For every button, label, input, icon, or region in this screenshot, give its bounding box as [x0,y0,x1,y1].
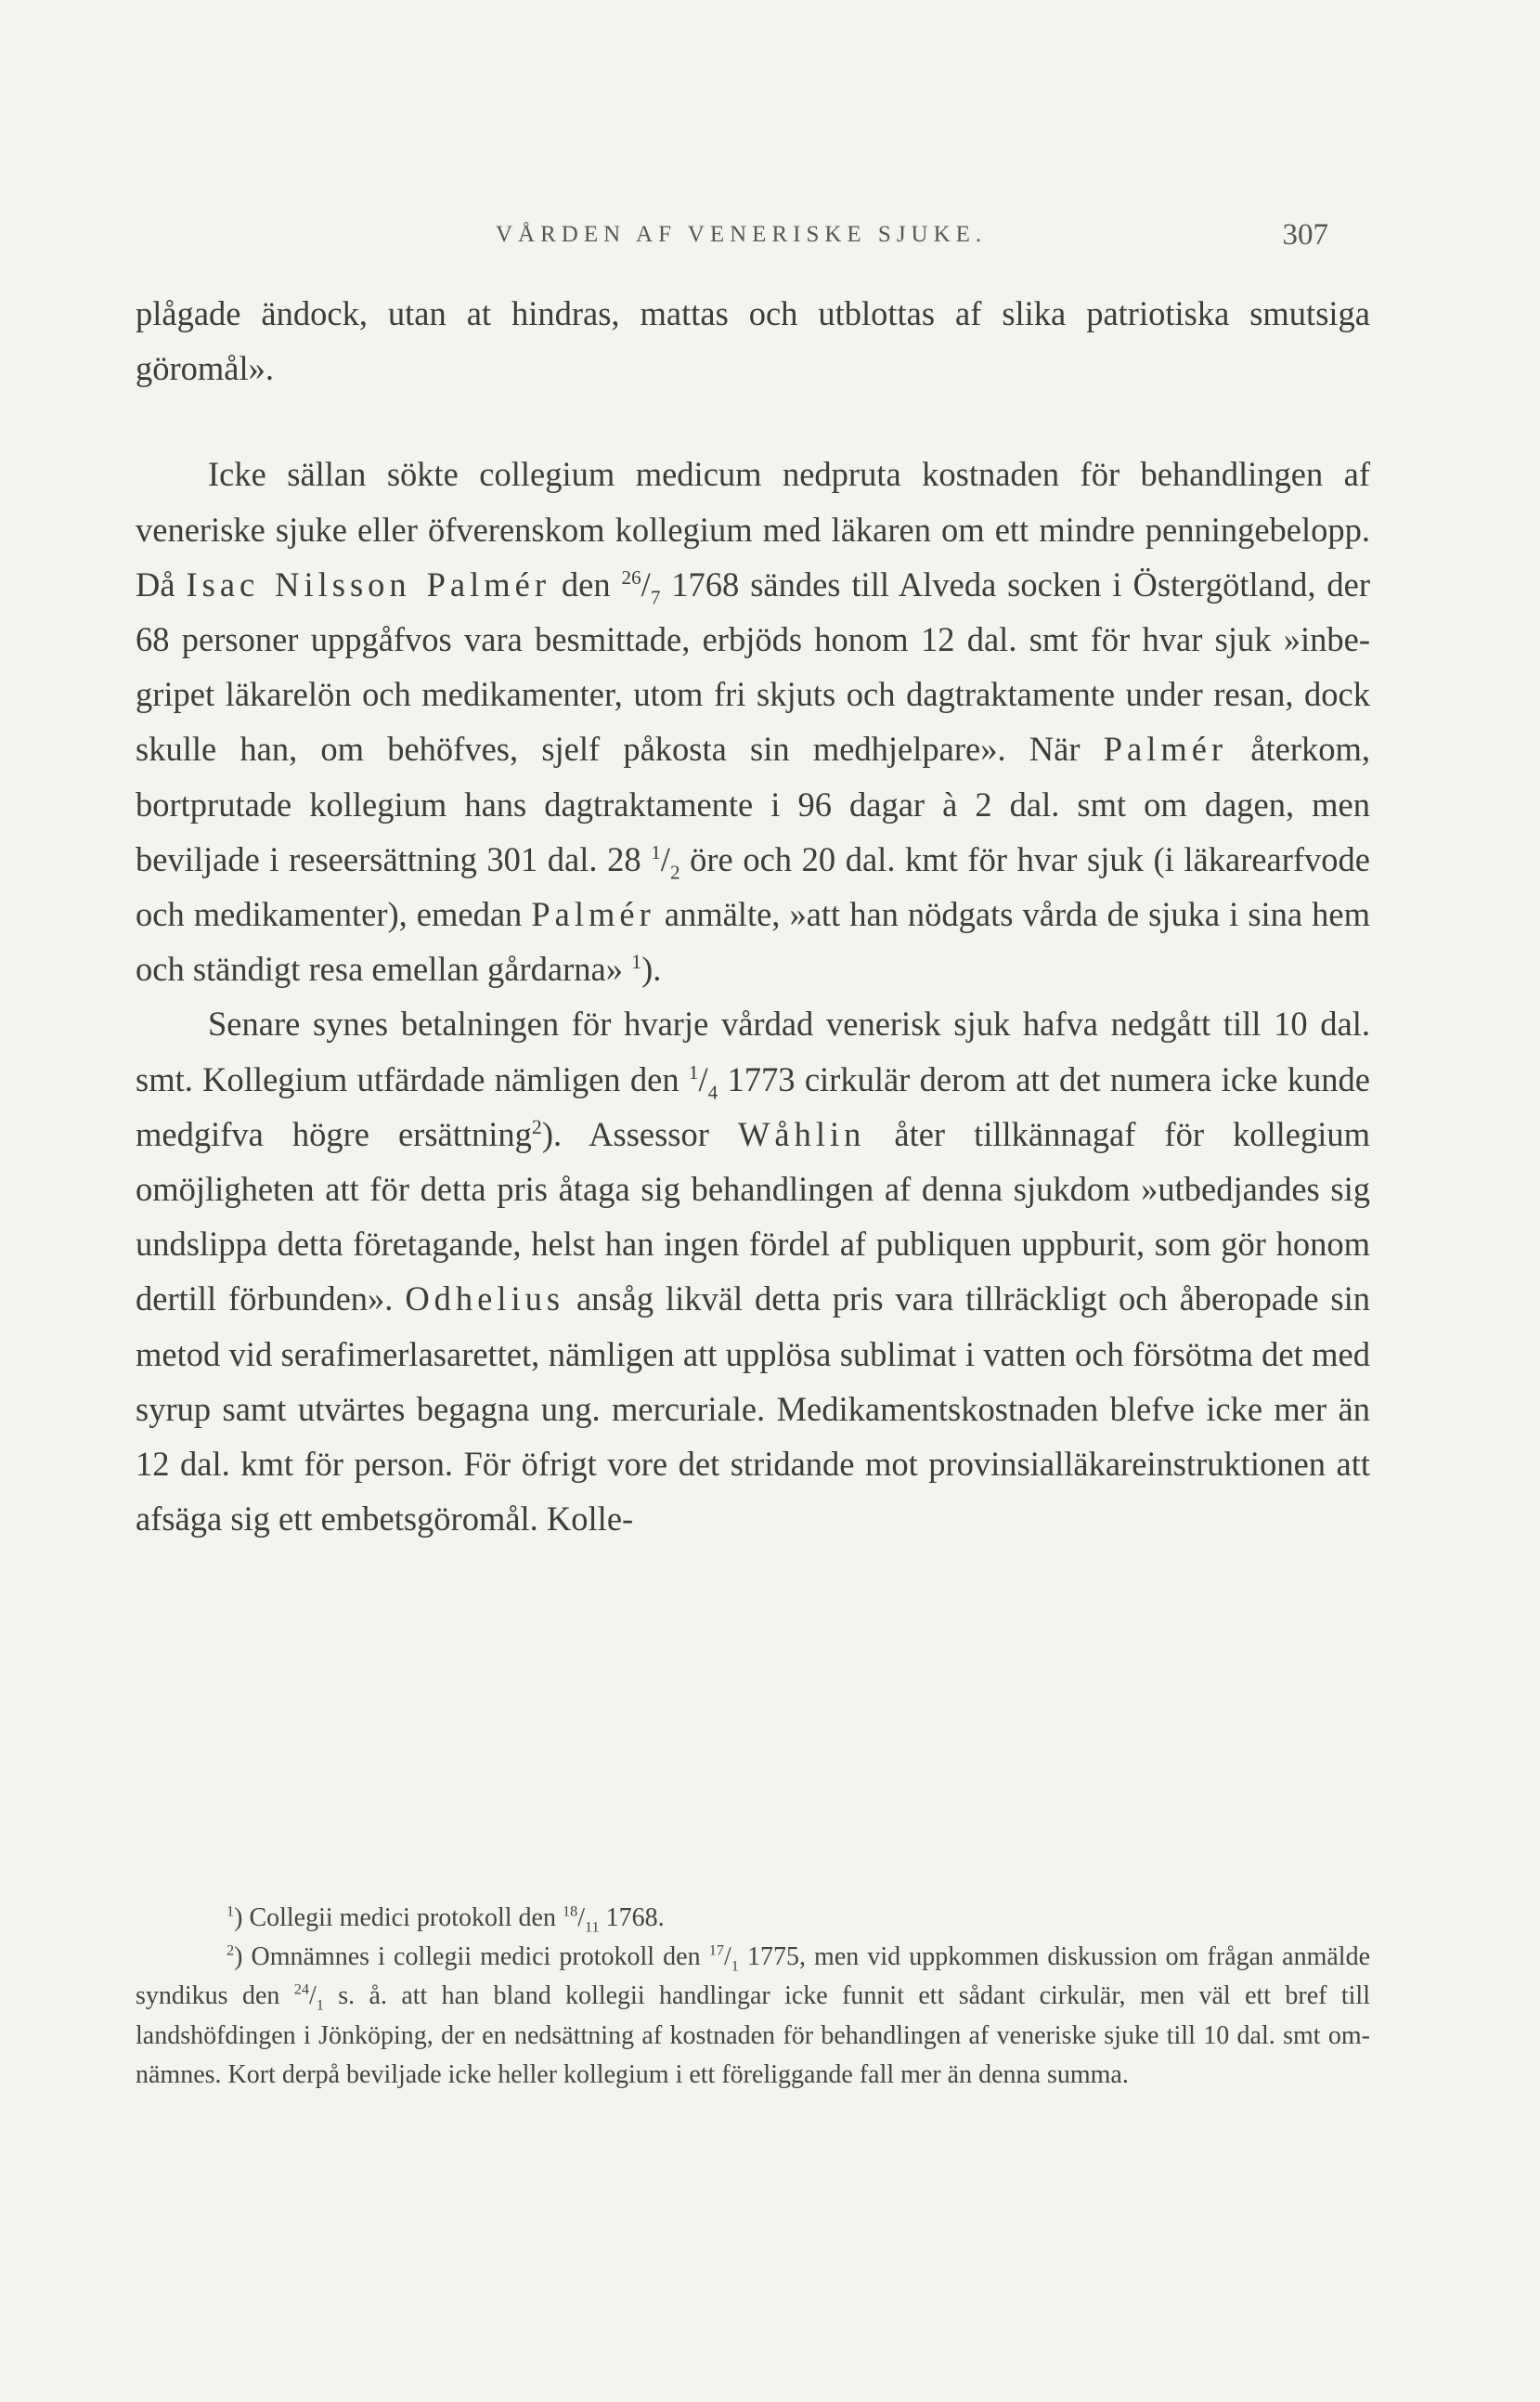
date-slash: / [641,565,651,604]
paragraph-2-text-4: återkom, bortprutade kollegium hans dagtraktamente i 96 dagar à 2 dal. smt om dagen, men beviljade i reseersättning 301 dal. 28 [136,730,1370,878]
person-name-palmer: Palmér [1103,730,1228,769]
paragraph-2: Icke sällan sökte collegium medicum nedpruta kostnaden för behandlingen af veneriske sjuke eller öfverenskom kollegium med läkaren om ett mindre penningebelopp. Då Isac Nilsson Palmér den $^{26}/_7$ 1768 sändes till Alveda socken i Östergötland, der 68 personer uppgåfvos vara besmittade, erbjöds honom 12 dal. smt för hvar sjuk »inbegripet läkarelön och medikamenter, utom fri skjuts och dagtraktamente under resan, dock skulle han, om behöfves, sjelf påkosta sin medhjelpare». När Palmér återkom, bortprutade kollegium hans dagtraktamente i 96 dagar à 2 dal. smt om dagen, men beviljade i reseersättning 301 dal. 28 $^1/_2$ öre och 20 dal. kmt för hvar sjuk (i läkarearfvode och medikamenter), emedan Palmér anmälte, »att han nödgats vårda de sjuka i sina hem och ständigt resa emellan gårdarna» $^1$). [136,455,1371,989]
footnote-1-text-1: ) Collegii medici protokoll den [234,1903,563,1932]
paragraph-3 [136,996,1370,1546]
footnote-mark: 2 [226,1941,235,1959]
footnote-2-text-2: 1775, men vid uppkommen diskussion om frågan anmälde syndikus den [136,1942,1370,2011]
paragraph-2-text-6: anmälte, »att han nödgats vårda de sjuka i sina hem och ständigt resa emellan gårdarna» [136,895,1370,989]
paragraph-1 [136,286,1370,396]
date-numerator: 1 [688,1060,699,1084]
paragraph-3-text-5: ansåg likväl detta pris vara tillräckligt och åberopade sin metod vid serafimerlasarettet, nämligen att upplösa sublimat i vatten och försötma det med syrup samt utvärtes begagna ung. mercuriale. Medikamentskostnaden blefve icke mer än 12 dal. kmt för person. För öfrigt vore det stridande mot provinsialläkareinstruktionen att afsäga sig ett embetsgöromål. Kolle- [136,1279,1370,1539]
fraction-slash: / [660,839,670,878]
footnote-mark: 1 [226,1902,235,1920]
date-denominator: 11 [584,1918,600,1936]
person-name-palmer-2: Palmér [531,895,655,934]
paragraph-2-text-2: den [550,565,622,604]
footnote-2 [136,1938,1370,2095]
date-denominator: 1 [316,1997,324,2014]
date-numerator: 26 [621,565,641,589]
date-slash: / [577,1903,585,1932]
person-name-odhelius: Odhelius [405,1279,565,1318]
date-denominator: 7 [650,586,661,609]
paragraph-3-text-2: 1773 cirkulär derom att det numera icke kunde medgifva högre ersättning [136,1059,1370,1153]
date-slash: / [698,1059,708,1098]
footnote-ref-1: 1 [631,950,642,974]
page-header [0,218,1540,255]
fraction-numerator: 1 [651,840,661,863]
paragraph-2-text-3: 1768 sändes till Alveda socken i Östergötland, der 68 personer uppgåfvos vara besmittade, erbjöds honom 12 dal. smt för hvar sjuk »inbegripet läkarelön och medikamenter, utom fri skjuts och dagtraktamente under resan, dock skulle han, om behöfves, sjelf påkosta sin medhjelpare». När [136,565,1370,769]
body-text [136,286,1370,1546]
paragraph-2-text-1: Icke sällan sökte collegium medicum nedpruta kostnaden för behandlingen af veneriske sjuke eller öfverenskom kollegium med läkaren om ett mindre penningebelopp. Då [136,455,1370,604]
person-name-wahlin: Wåhlin [737,1114,866,1153]
paragraph-2-text-7: . [653,950,662,989]
running-head: VÅRDEN AF VENERISKE SJUKE. [496,222,988,247]
footnote-1 [136,1899,1370,1938]
fraction-denominator: 2 [669,861,680,884]
person-name-isac-nilsson-palmer: Isac Nilsson Palmér [186,565,550,604]
paragraph-2-text-5: öre och 20 dal. kmt för hvar sjuk (i läkarearfvode och medikamenter), emedan [136,839,1371,934]
date-slash: / [308,1981,317,2011]
paragraph-3-text-4: åter tillkännagaf för kollegium omöjligheten att för detta pris åtaga sig behandlingen af denna sjukdom »utbedjandes sig undslippa detta företagande, helst han ingen fördel af publiquen uppburit, som gör honom dertill förbunden». [136,1114,1370,1318]
footnote-ref-2: 2 [531,1114,542,1138]
footnote-1-text-2: 1768. [599,1903,665,1932]
date-numerator: 18 [562,1902,578,1920]
footnotes [136,1899,1370,2095]
date-slash: / [723,1942,731,1972]
date-denominator: 1 [731,1957,739,1975]
paragraph-3-text-1: Senare synes betalningen för hvarje vårdad venerisk sjuk hafva nedgått till 10 dal. smt. Kollegium utfärdade nämligen den [136,1005,1370,1098]
date-numerator: 17 [708,1941,724,1959]
date-numerator: 24 [293,1981,309,1999]
paragraph-3-text-3: ). Assessor [541,1114,738,1153]
date-denominator: 4 [707,1080,718,1103]
page-number: 307 [1282,218,1328,252]
paragraph-1-text: plågade ändock, utan at hindras, mattas och utblottas af slika patriotiska smutsiga göromål». [136,294,1370,388]
footnote-2-text-1: ) Omnämnes i collegii medici protokoll den [234,1942,709,1972]
footnote-2-text-3: s. å. att han bland kollegii handlingar icke funnit ett sådant cirkulär, men väl ett bref till landshöfdingen i Jönköping, der en nedsättning af kostnaden för behandlingen af veneriske sjuke till 10 dal. smt omnämnes. Kort derpå beviljade icke heller kollegium i ett föreliggande fall mer än denna summa. [136,1981,1370,2089]
